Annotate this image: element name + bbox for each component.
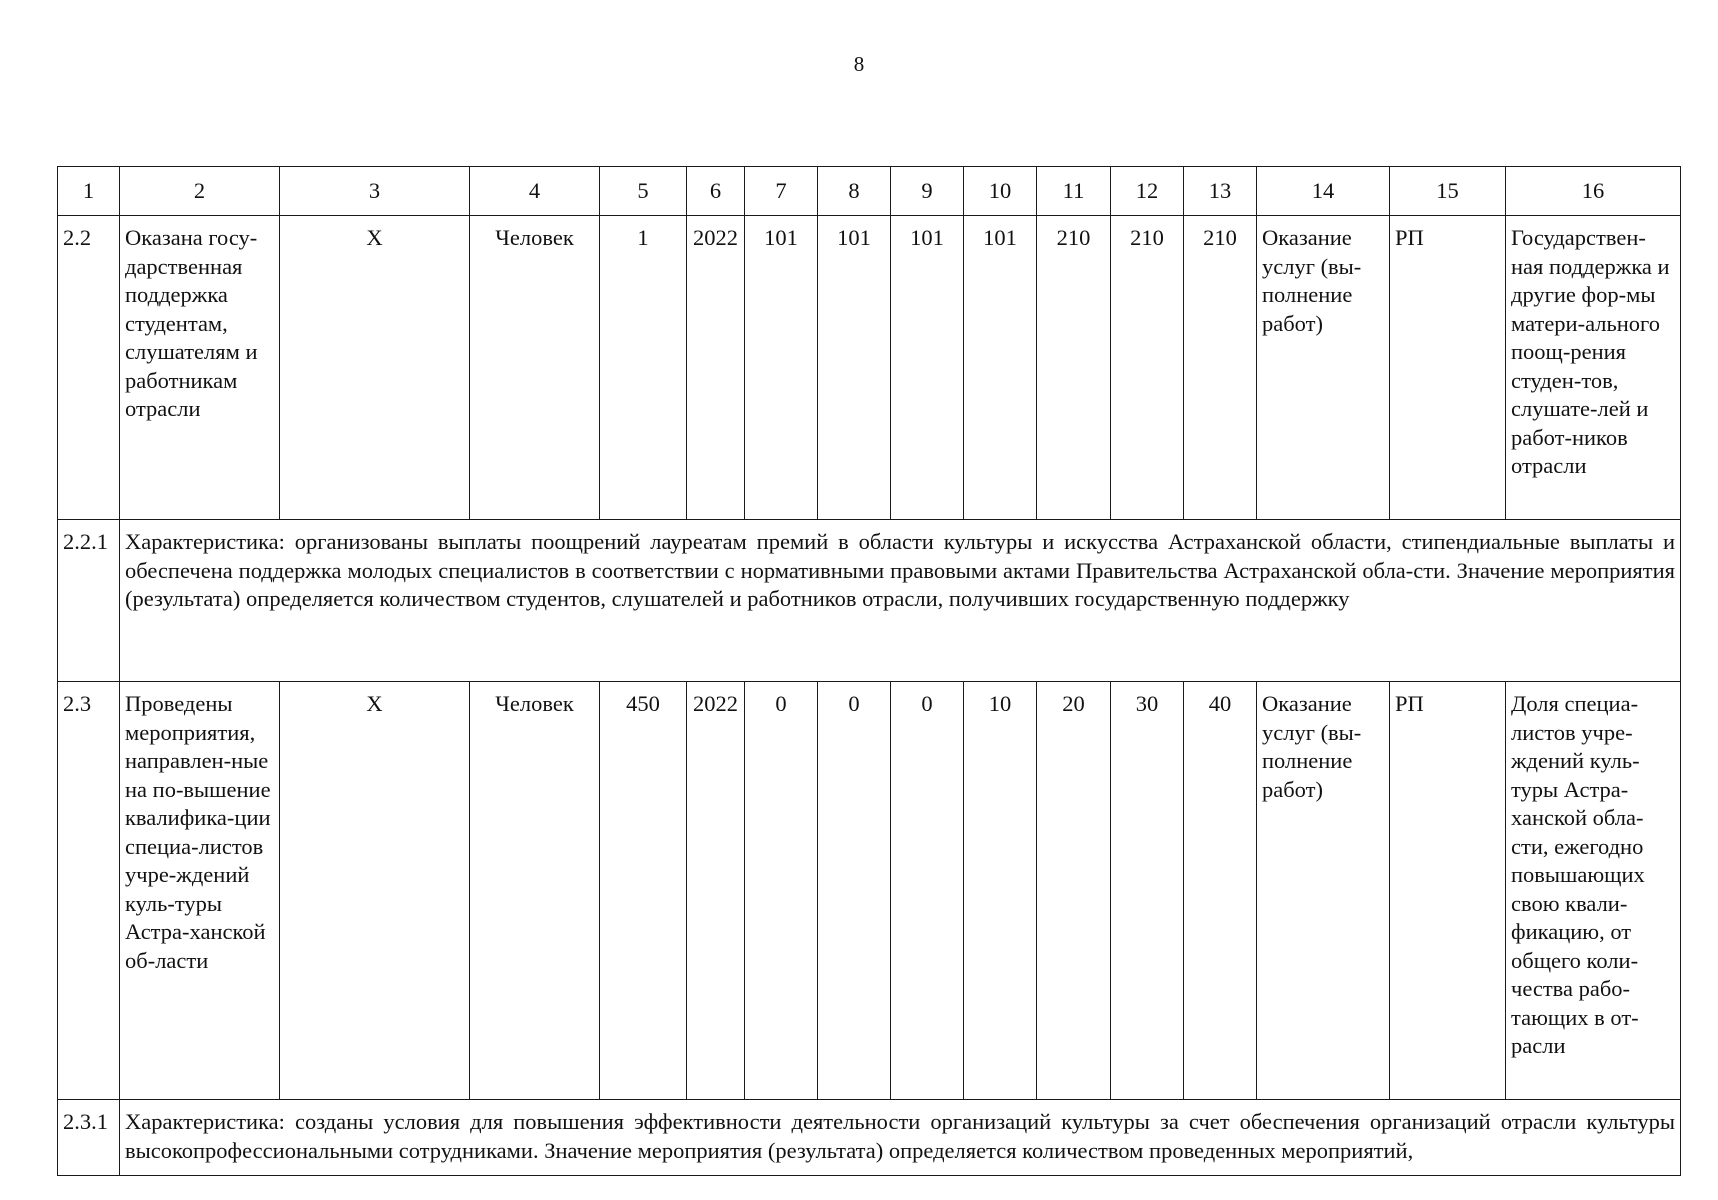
column-number-header: [58, 167, 1681, 216]
header-cell: 2: [120, 167, 280, 216]
project-cell: РП: [1390, 682, 1506, 1100]
value-cell: 20: [1037, 682, 1111, 1100]
header-cell: 1: [58, 167, 120, 216]
value-cell: 40: [1184, 682, 1257, 1100]
characteristic-row: [58, 1100, 1681, 1176]
header-cell: 11: [1037, 167, 1111, 216]
value-cell: 101: [818, 216, 891, 520]
header-cell: 16: [1506, 167, 1681, 216]
header-cell: 7: [745, 167, 818, 216]
header-cell: 15: [1390, 167, 1506, 216]
value-cell: 101: [964, 216, 1037, 520]
characteristic-text: Характеристика: организованы выплаты поощрений лауреатам премий в области культуры и искусства Астраханской области, стипендиальные выплаты и обеспечена поддержка молодых специалистов в соответствии с нормативными правовыми актами Правительства Астраханской обла-сти. Значение мероприятия (результата) определяется количеством студентов, слушателей и работников отрасли, получивших государственную поддержку: [120, 520, 1681, 682]
characteristic-row: [58, 520, 1681, 682]
col-3-value: Х: [280, 682, 470, 1100]
header-cell: 4: [470, 167, 600, 216]
unit-cell: Человек: [470, 682, 600, 1100]
header-cell: 10: [964, 167, 1037, 216]
header-cell: 5: [600, 167, 687, 216]
year-cell: 2022: [687, 216, 745, 520]
header-cell: 12: [1111, 167, 1184, 216]
unit-cell: Человек: [470, 216, 600, 520]
row-number: 2.3: [58, 682, 120, 1100]
indicator-cell: Государствен-ная поддержка и другие фор-мы матери-ального поощ-рения студен-тов, слушате-лей и работ-ников отрасли: [1506, 216, 1681, 520]
table-row: [58, 682, 1681, 1100]
type-cell: Оказание услуг (вы-полнение работ): [1257, 682, 1390, 1100]
value-cell: 0: [818, 682, 891, 1100]
value-cell: 0: [745, 682, 818, 1100]
value-cell: 210: [1111, 216, 1184, 520]
row-number: 2.2.1: [58, 520, 120, 682]
header-cell: 3: [280, 167, 470, 216]
col-5-value: 450: [600, 682, 687, 1100]
header-cell: 8: [818, 167, 891, 216]
row-number: 2.3.1: [58, 1100, 120, 1176]
characteristic-text: Характеристика: созданы условия для повышения эффективности деятельности организаций культуры за счет обеспечения организаций отрасли культуры высокопрофессиональными сотрудниками. Значение мероприятия (результата) определяется количеством проведенных мероприятий,: [120, 1100, 1681, 1176]
value-cell: 210: [1184, 216, 1257, 520]
header-cell: 13: [1184, 167, 1257, 216]
col-3-value: Х: [280, 216, 470, 520]
measure-name: Оказана госу-дарственная поддержка студентам, слушателям и работникам отрасли: [120, 216, 280, 520]
value-cell: 0: [891, 682, 964, 1100]
col-5-value: 1: [600, 216, 687, 520]
indicator-cell: Доля специа-листов учре-ждений куль-туры Астра-ханской обла-сти, ежегодно повышающих свою квали-фикацию, от общего коли-чества рабо-тающих в от-расли: [1506, 682, 1681, 1100]
page-number: 8: [853, 52, 865, 76]
header-cell: 9: [891, 167, 964, 216]
header-cell: 6: [687, 167, 745, 216]
table-row: [58, 216, 1681, 520]
row-number: 2.2: [58, 216, 120, 520]
value-cell: 10: [964, 682, 1037, 1100]
value-cell: 101: [891, 216, 964, 520]
year-cell: 2022: [687, 682, 745, 1100]
measures-table: [57, 166, 1681, 1176]
value-cell: 101: [745, 216, 818, 520]
value-cell: 210: [1037, 216, 1111, 520]
project-cell: РП: [1390, 216, 1506, 520]
header-cell: 14: [1257, 167, 1390, 216]
type-cell: Оказание услуг (вы-полнение работ): [1257, 216, 1390, 520]
measure-name: Проведены мероприятия, направлен-ные на по-вышение квалифика-ции специа-листов учре-ждений куль-туры Астра-ханской об-ласти: [120, 682, 280, 1100]
value-cell: 30: [1111, 682, 1184, 1100]
